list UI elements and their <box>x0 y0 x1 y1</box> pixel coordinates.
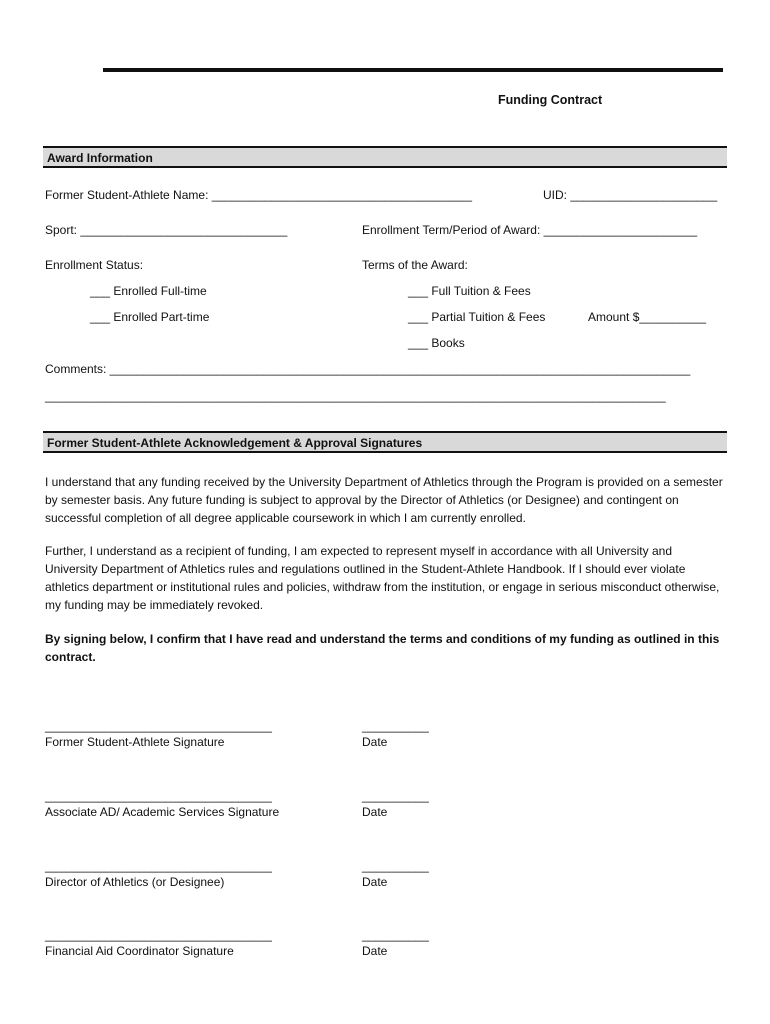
ack-section-header <box>43 431 727 453</box>
signature-label-director: Director of Athletics (or Designee) <box>45 875 225 889</box>
comments-field[interactable]: Comments: _______________________________________________________________________________________ <box>45 362 691 376</box>
signature-label-athlete: Former Student-Athlete Signature <box>45 735 225 749</box>
ack-paragraph-2: Further, I understand as a recipient of funding, I am expected to represent myself in accordance with all University and University Department of Athletics rules and regulations outlined in the Student-Athlete Handbook. If I should ever violate athletics department or institutional rules and policies, withdraw from the institution, or engage in serious misconduct otherwise, my funding may be immediately revoked. <box>45 544 720 612</box>
date-label-associate-ad: Date <box>362 805 388 819</box>
date-line-director[interactable]: __________ <box>362 859 429 873</box>
sport-field[interactable]: Sport: _______________________________ <box>45 223 288 237</box>
award-section-title: Award Information <box>47 151 153 165</box>
ack-paragraph-1: I understand that any funding received by the University Department of Athletics through the Program is provided on a semester by semester basis. Any future funding is subject to approval by the Director of Athletics (or Designee) and contingent on successful completion of all degree applicable coursework in which I am currently enrolled. <box>45 475 723 525</box>
top-rule <box>103 68 723 72</box>
ack-paragraph-3: By signing below, I confirm that I have read and understand the terms and conditions of my funding as outlined in this contract. <box>45 632 720 664</box>
signature-label-financial-aid: Financial Aid Coordinator Signature <box>45 944 234 958</box>
signature-line-athlete[interactable]: __________________________________ <box>45 719 272 733</box>
partial-tuition-option[interactable]: ___ Partial Tuition & Fees <box>408 310 546 324</box>
full-tuition-option[interactable]: ___ Full Tuition & Fees <box>408 284 531 298</box>
books-option[interactable]: ___ Books <box>408 336 465 350</box>
uid-field[interactable]: UID: ______________________ <box>543 188 718 202</box>
date-label-athlete: Date <box>362 735 388 749</box>
date-line-athlete[interactable]: __________ <box>362 719 429 733</box>
signature-line-financial-aid[interactable]: __________________________________ <box>45 928 272 942</box>
signature-label-associate-ad: Associate AD/ Academic Services Signature <box>45 805 280 819</box>
date-line-associate-ad[interactable]: __________ <box>362 789 429 803</box>
award-section-header <box>43 146 727 168</box>
ack-section-title: Former Student-Athlete Acknowledgement & Approval Signatures <box>47 436 423 450</box>
date-line-financial-aid[interactable]: __________ <box>362 928 429 942</box>
page-title: Funding Contract <box>498 93 603 107</box>
fulltime-option[interactable]: ___ Enrolled Full-time <box>90 284 207 298</box>
signature-line-associate-ad[interactable]: __________________________________ <box>45 789 272 803</box>
amount-field[interactable]: Amount $__________ <box>588 310 707 324</box>
date-label-director: Date <box>362 875 388 889</box>
enrollment-status-label: Enrollment Status: <box>45 258 144 272</box>
terms-label: Terms of the Award: <box>362 258 468 272</box>
parttime-option[interactable]: ___ Enrolled Part-time <box>90 310 210 324</box>
signature-line-director[interactable]: __________________________________ <box>45 859 272 873</box>
name-field[interactable]: Former Student-Athlete Name: _______________________________________ <box>45 188 473 202</box>
date-label-financial-aid: Date <box>362 944 388 958</box>
comments-line-2[interactable]: _____________________________________________________________________________________________ <box>45 389 666 403</box>
term-field[interactable]: Enrollment Term/Period of Award: _______________________ <box>362 223 698 237</box>
